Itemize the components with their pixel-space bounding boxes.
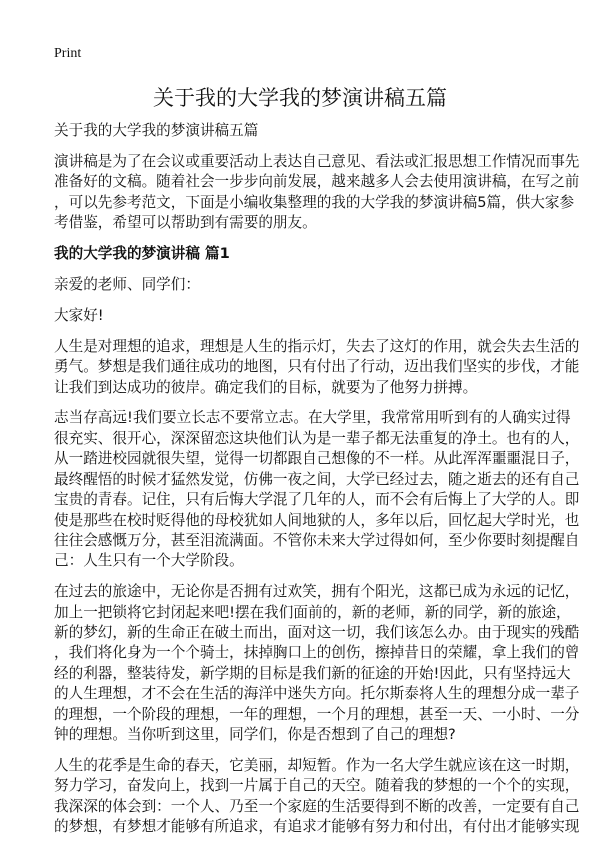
text-line: ，可以先参考范文，下面是小编收集整理的我的大学我的梦演讲稿5篇，供大家参	[54, 193, 575, 211]
text-line: 让我们到达成功的彼岸。确定我们的目标，就要为了他努力拼搏。	[54, 378, 478, 396]
text-line: 的理想，一个阶段的理想，一年的理想，一个月的理想，甚至一天、一小时、一分	[54, 705, 580, 723]
text-line: 演讲稿是为了在会议或重要活动上表达自己意见、看法或汇报思想工作情况而事先	[54, 152, 580, 170]
paragraph	[54, 582, 580, 745]
text-line: 的梦想，有梦想才能够有所追求，有追求才能够有努力和付出，有付出才能够实现	[54, 818, 580, 836]
document-body	[54, 121, 580, 848]
text-line: 很充实、很开心，深深留恋这块他们认为是一辈子都无法重复的净土。也有的人，	[54, 429, 580, 447]
text-line: 人生的花季是生命的春天，它美丽，却短暂。作为一名大学生就应该在这一时期，	[54, 756, 580, 774]
text-line: 从一踏进校园就很失望，觉得一切都跟自己想像的不一样。从此浑浑噩噩混日子，	[54, 450, 580, 468]
text-line: 的人生理想，才不会在生活的海洋中迷失方向。托尔斯泰将人生的理想分成一辈子	[54, 685, 580, 703]
paragraph	[54, 121, 554, 141]
paragraph	[54, 306, 554, 326]
section-heading	[54, 244, 554, 264]
text-line: 考借鉴，希望可以帮助到有需要的朋友。	[54, 214, 317, 232]
text-line: 大家好!	[54, 306, 104, 324]
text-line: 最终醒悟的时候才猛然发觉，仿佛一夜之间，大学已经过去，随之逝去的还有自己	[54, 470, 580, 488]
text-line: 人生是对理想的追求，理想是人生的指示灯，失去了这灯的作用，就会失去生活的	[54, 337, 580, 355]
text-line: 使是那些在校时贬得他的母校犹如人间地狱的人，多年以后，回忆起大学时光，也	[54, 511, 580, 529]
page-title: 关于我的大学我的梦演讲稿五篇	[153, 86, 447, 110]
text-line: 努力学习，奋发向上，找到一片属于自己的天空。随着我的梦想的一个个的实现，	[54, 777, 580, 795]
text-line: 加上一把锁将它封闭起来吧!摆在我们面前的，新的老师，新的同学，新的旅途，	[54, 603, 571, 621]
print-link[interactable]: Print	[54, 46, 82, 61]
text-line: ，我们将化身为一个个骑士，抹掉胸口上的创伤，擦掉昔日的荣耀，拿上我们的曾	[54, 644, 580, 662]
text-line: 我的大学我的梦演讲稿 篇1	[54, 245, 230, 263]
text-line: 准备好的文稿。随着社会一步步向前发展，越来越多人会去使用演讲稿，在写之前	[54, 173, 580, 191]
text-line: 经的利器，整装待发，新学期的目标是我们新的征途的开始!因此，只有坚持远大	[54, 664, 571, 682]
paragraph	[54, 337, 580, 398]
text-line: 往往会感慨万分，甚至泪流满面。不管你未来大学过得如何，至少你要时刻提醒自	[54, 531, 580, 549]
text-line: 己：人生只有一个大学阶段。	[54, 552, 244, 570]
paragraph	[54, 756, 580, 838]
text-line: 我深深的体会到：一个人、乃至一个家庭的生活要得到不断的改善，一定要有自己	[54, 797, 580, 815]
text-line: 关于我的大学我的梦演讲稿五篇	[54, 122, 259, 139]
text-line: 钟的理想。当你听到这里，同学们，你是否想到了自己的理想?	[54, 726, 456, 744]
text-line: 勇气。梦想是我们通往成功的地图，只有付出了行动，迈出我们坚实的步伐，才能	[54, 358, 580, 376]
paragraph	[54, 408, 580, 571]
text-line: 宝贵的青春。记住，只有后悔大学混了几年的人，而不会有后悔上了大学的人。即	[54, 491, 580, 509]
paragraph	[54, 152, 580, 234]
text-line: 亲爱的老师、同学们：	[54, 275, 200, 293]
paragraph	[54, 275, 554, 295]
text-line: 新的梦幻，新的生命正在破土而出，面对这一切，我们该怎么办。由于现实的残酷	[54, 624, 580, 642]
text-line: 在过去的旅途中，无论你是否拥有过欢笑，拥有个阳光，这都已成为永远的记忆，	[54, 583, 580, 601]
text-line: 志当存高远!我们要立长志不要常立志。在大学里，我常常用听到有的人确实过得	[54, 409, 571, 427]
